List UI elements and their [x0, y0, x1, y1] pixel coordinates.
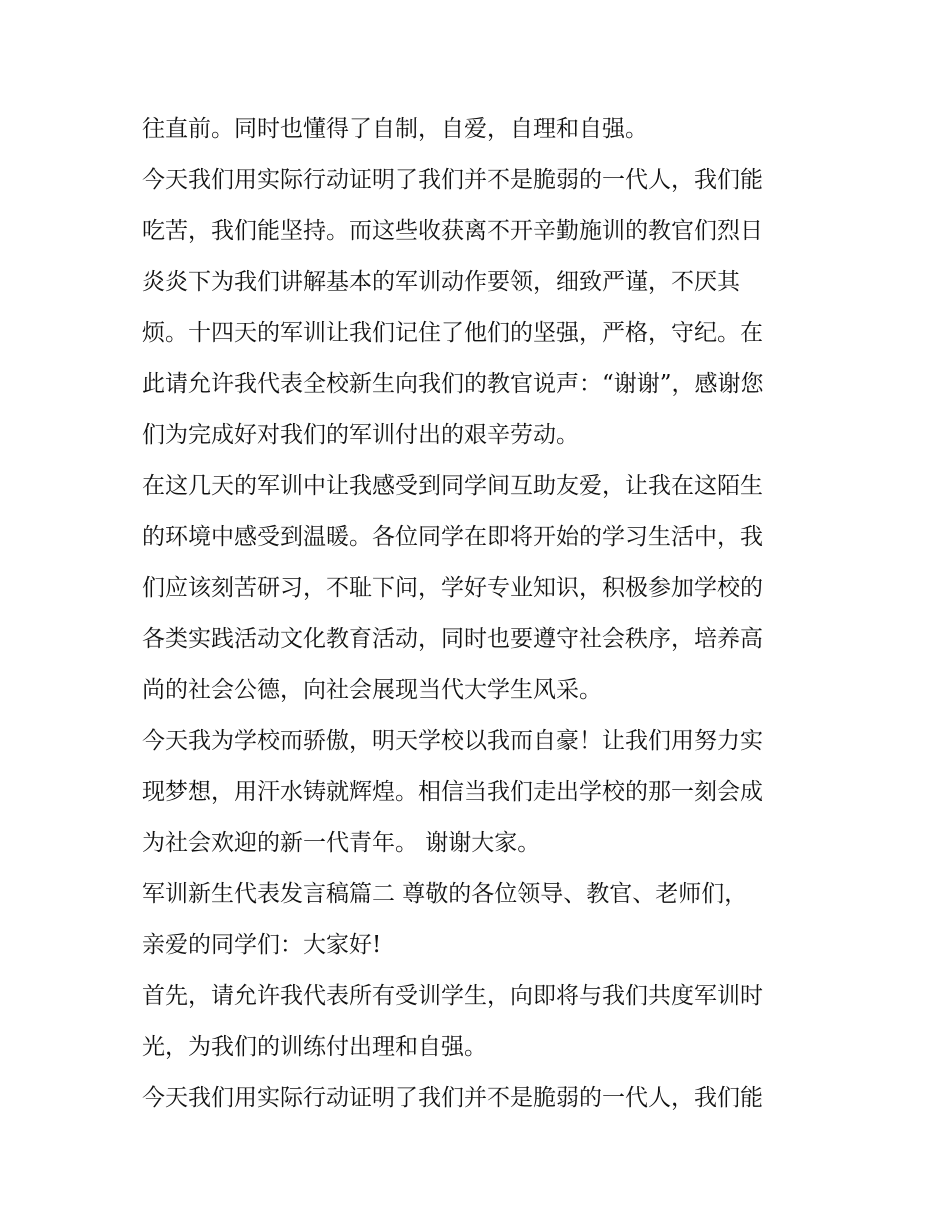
text-line: 在这几天的军训中让我感受到同学间互助友爱，让我在这陌生: [142, 473, 763, 499]
text-line: 今天我们用实际行动证明了我们并不是脆弱的一代人，我们能: [142, 167, 763, 193]
text-line: 尚的社会公德，向社会展现当代大学生风采。: [142, 677, 602, 703]
text-line: 的环境中感受到温暖。各位同学在即将开始的学习生活中，我: [142, 524, 763, 550]
text-line: 现梦想，用汗水铸就辉煌。相信当我们走出学校的那一刻会成: [142, 779, 763, 805]
text-line: 今天我们用实际行动证明了我们并不是脆弱的一代人，我们能: [142, 1085, 763, 1111]
text-line: 为社会欢迎的新一代青年。 谢谢大家。: [142, 830, 541, 856]
text-line: 此请允许我代表全校新生向我们的教官说声：“谢谢”，感谢您: [142, 371, 764, 397]
text-line: 炎炎下为我们讲解基本的军训动作要领，细致严谨，不厌其: [142, 269, 740, 295]
section-heading-line: 军训新生代表发言稿篇二 尊敬的各位领导、教官、老师们，: [142, 881, 748, 907]
text-line: 首先，请允许我代表所有受训学生，向即将与我们共度军训时: [142, 983, 763, 1009]
text-line: 们为完成好对我们的军训付出的艰辛劳动。: [142, 422, 579, 448]
greeting-line: 亲爱的同学们：大家好!: [142, 932, 382, 958]
document-body: [142, 106, 822, 1126]
text-line: 各类实践活动文化教育活动，同时也要遵守社会秩序，培养高: [142, 626, 763, 652]
text-line: 们应该刻苦研习，不耻下问，学好专业知识，积极参加学校的: [142, 575, 763, 601]
text-line: 往直前。同时也懂得了自制，自爱，自理和自强。: [142, 116, 648, 142]
text-line: 今天我为学校而骄傲，明天学校以我而自豪！让我们用努力实: [142, 728, 763, 754]
text-line: 烦。十四天的军训让我们记住了他们的坚强，严格，守纪。在: [142, 320, 763, 346]
text-line: 吃苦，我们能坚持。而这些收获离不开辛勤施训的教官们烈日: [142, 218, 763, 244]
text-line: 光，为我们的训练付出理和自强。: [142, 1034, 487, 1060]
